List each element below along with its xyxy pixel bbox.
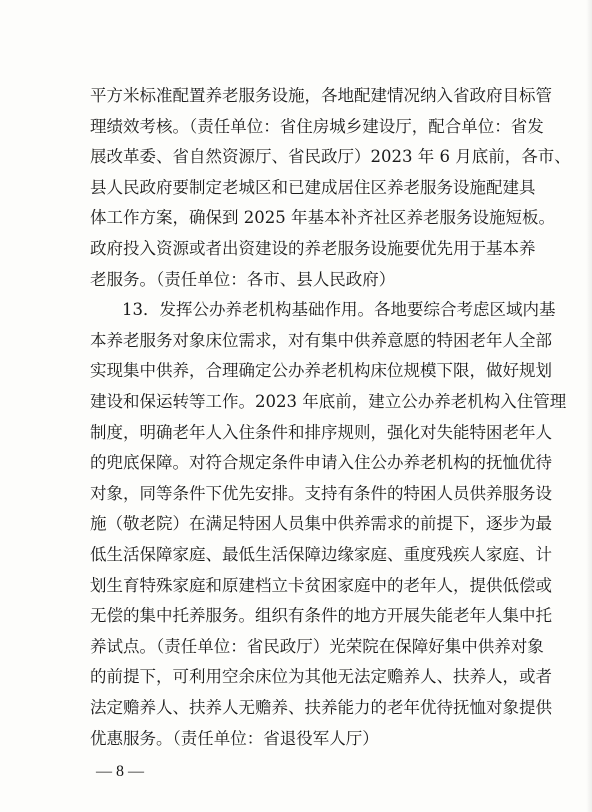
body-line: 无偿的集中托养服务。组织有条件的地方开展失能老年人集中托 [90, 606, 552, 626]
body-line: 施（敬老院）在满足特困人员集中供养需求的前提下，逐步为最 [90, 514, 552, 534]
body-line: 对象，同等条件下优先安排。支持有条件的特困人员供养服务设 [90, 483, 552, 503]
body-line: 养试点。（责任单位：省民政厅）光荣院在保障好集中供养对象 [90, 636, 544, 656]
body-line: 的兜底保障。对符合规定条件申请入住公办养老机构的抚恤优待 [90, 453, 552, 473]
section-13-heading-line: 13．发挥公办养老机构基础作用。各地要综合考虑区域内基 [122, 300, 556, 320]
body-line: 县人民政府要制定老城区和已建成居住区养老服务设施配建具 [90, 177, 536, 197]
body-line: 本养老服务对象床位需求，对有集中供养意愿的特困老年人全部 [90, 330, 552, 350]
body-line: 法定赡养人、扶养人无赡养、扶养能力的老年优待抚恤对象提供 [90, 698, 552, 717]
body-line: 实现集中供养，合理确定公办养老机构床位规模下限，做好规划 [90, 361, 552, 381]
body-line: 政府投入资源或者出资建设的养老服务设施要优先用于基本养 [90, 239, 536, 258]
body-line: 低生活保障家庭、最低生活保障边缘家庭、重度残疾人家庭、计 [90, 545, 552, 564]
body-line: 展改革委、省自然资源厅、省民政厅）2023 年 6 月底前，各市、 [90, 147, 571, 167]
page-number: — 8 — [96, 763, 144, 780]
page-edge-shadow [586, 0, 592, 812]
body-line: 优惠服务。（责任单位：省退役军人厅） [90, 728, 379, 748]
body-line: 平方米标准配置养老服务设施，各地配建情况纳入省政府目标管 [90, 86, 552, 105]
body-line: 的前提下，可利用空余床位为其他无法定赡养人、扶养人，或者 [90, 667, 552, 687]
body-line: 理绩效考核。（责任单位：省住房城乡建设厅，配合单位：省发 [90, 116, 544, 136]
body-line: 老服务。（责任单位：各市、县人民政府） [90, 269, 396, 289]
body-line: 制度，明确老年人入住条件和排序规则，强化对失能特困老年人 [90, 422, 552, 442]
body-line: 体工作方案，确保到 2025 年基本补齐社区养老服务设施短板。 [90, 208, 555, 228]
body-line: 建设和保运转等工作。2023 年底前，建立公办养老机构入住管理 [90, 392, 567, 411]
body-line: 划生育特殊家庭和原建档立卡贫困家庭中的老年人，提供低偿或 [90, 575, 552, 595]
